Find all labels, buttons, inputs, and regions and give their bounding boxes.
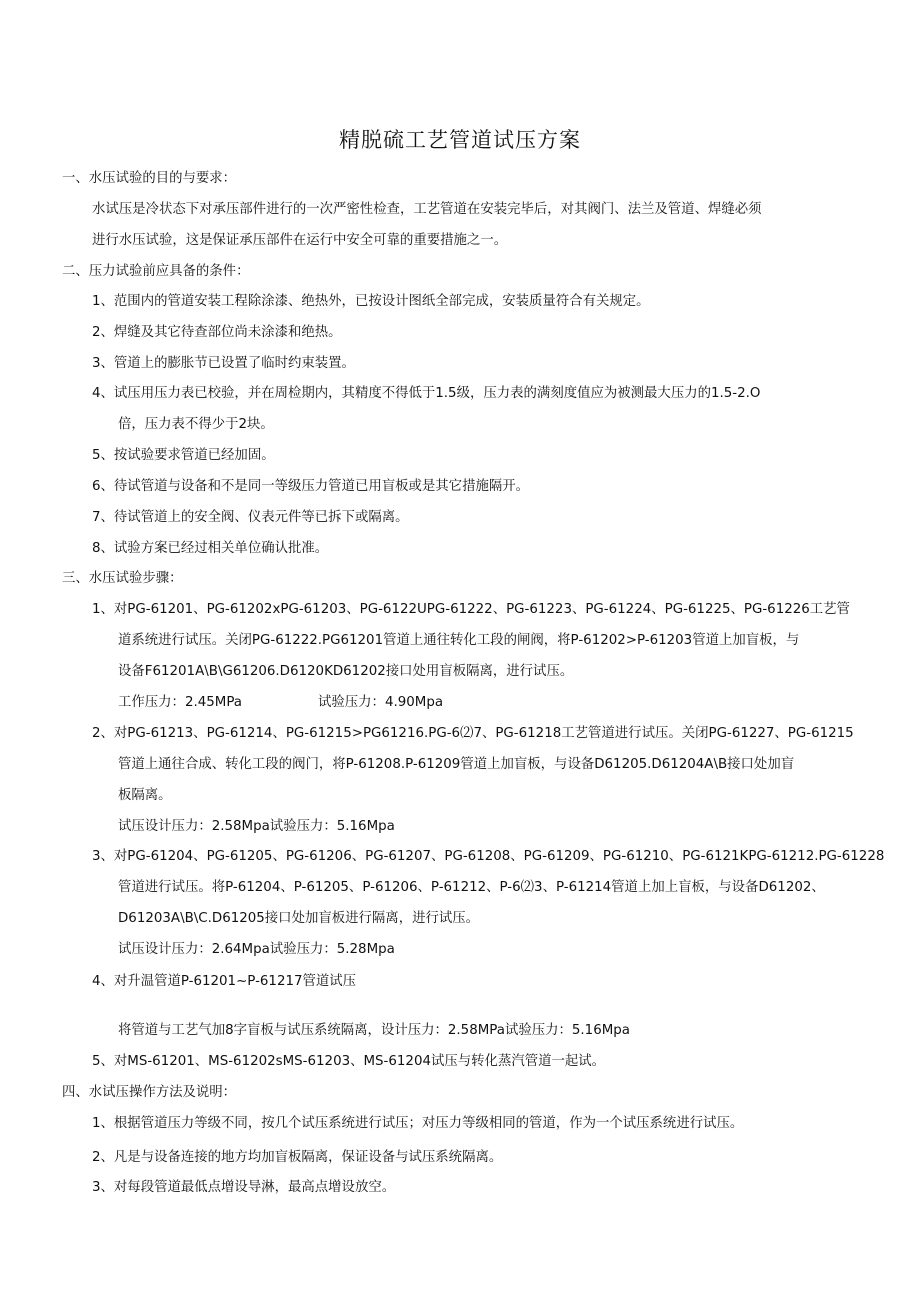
list-item-continuation: 板隔离。 bbox=[118, 788, 172, 803]
list-item: 3、对每段管道最低点增设导淋，最高点增设放空。 bbox=[92, 1180, 396, 1195]
paragraph-line: 进行水压试验，这是保证承压部件在运行中安全可靠的重要措施之一。 bbox=[92, 233, 508, 248]
pressure-line: 试压设计压力：2.58Mpa试验压力：5.16Mpa bbox=[118, 819, 395, 834]
list-item: 6、待试管道与设备和不是同一等级压力管道已用盲板或是其它措施隔开。 bbox=[92, 479, 530, 494]
list-item: 8、试验方案已经过相关单位确认批准。 bbox=[92, 541, 329, 556]
pressure-line: 试压设计压力：2.64Mpa试验压力：5.28Mpa bbox=[118, 942, 395, 957]
section-heading-2: 二、压力试验前应具备的条件： bbox=[62, 264, 250, 279]
list-item: 2、焊缝及其它待查部位尚未涂漆和绝热。 bbox=[92, 325, 342, 340]
list-item: 1、根据管道压力等级不同，按几个试压系统进行试压；对压力等级相同的管道，作为一个试压系统进行试压。 bbox=[92, 1116, 744, 1131]
list-item: 2、对PG-61213、PG-61214、PG-61215>PG61216.PG-6⑵7、PG-61218工艺管道进行试压。关闭PG-61227、PG-61215 bbox=[92, 726, 854, 741]
list-item: 4、试压用压力表已校验，并在周检期内，其精度不得低于1.5级，压力表的满刻度值应为被测最大压力的1.5-2.O bbox=[92, 386, 761, 401]
list-item: 1、对PG-61201、PG-61202xPG-61203、PG-6122UPG-61222、PG-61223、PG-61224、PG-61225、PG-61226工艺管 bbox=[92, 602, 850, 617]
list-item: 5、对MS-61201、MS-61202sMS-61203、MS-61204试压与转化蒸汽管道一起试。 bbox=[92, 1054, 606, 1069]
section-heading-1: 一、水压试验的目的与要求： bbox=[62, 171, 237, 186]
pressure-line: 将管道与工艺气加8字盲板与试压系统隔离，设计压力：2.58MPa试验压力：5.16Mpa bbox=[118, 1023, 630, 1038]
list-item-continuation: 设备F61201A\B\G61206.D6120KD61202接口处用盲板隔离，进行试压。 bbox=[118, 664, 574, 679]
list-item-continuation: 道系统进行试压。关闭PG-61222.PG61201管道上通往转化工段的闸阀，将P-61202>P-61203管道上加盲板，与 bbox=[118, 633, 800, 648]
working-pressure: 工作压力：2.45MPa bbox=[118, 695, 242, 710]
list-item: 4、对升温管道P-61201~P-61217管道试压 bbox=[92, 974, 357, 989]
section-heading-4: 四、水试压操作方法及说明： bbox=[62, 1085, 237, 1100]
list-item: 1、范围内的管道安装工程除涂漆、绝热外，已按设计图纸全部完成，安装质量符合有关规定。 bbox=[92, 294, 650, 309]
list-item: 3、管道上的膨胀节已设置了临时约束装置。 bbox=[92, 356, 355, 371]
list-item-continuation: 管道上通往合成、转化工段的阀门，将P-61208.P-61209管道上加盲板，与设备D61205.D61204A\B接口处加盲 bbox=[118, 757, 795, 772]
list-item: 7、待试管道上的安全阀、仪表元件等已拆下或隔离。 bbox=[92, 510, 409, 525]
list-item: 3、对PG-61204、PG-61205、PG-61206、PG-61207、PG-61208、PG-61209、PG-61210、PG-6121KPG-61212.PG-61228 bbox=[92, 849, 885, 864]
page-title: 精脱硫工艺管道试压方案 bbox=[339, 128, 581, 152]
list-item: 5、按试验要求管道已经加固。 bbox=[92, 448, 275, 463]
list-item: 2、凡是与设备连接的地方均加盲板隔离，保证设备与试压系统隔离。 bbox=[92, 1150, 503, 1165]
section-heading-3: 三、水压试验步骤： bbox=[62, 571, 183, 586]
list-item-continuation: 倍，压力表不得少于2块。 bbox=[118, 417, 274, 432]
paragraph-line: 水试压是冷状态下对承压部件进行的一次严密性检查，工艺管道在安装完毕后，对其阀门、法兰及管道、焊缝必须 bbox=[92, 202, 762, 217]
list-item-continuation: D61203A\B\C.D61205接口处加盲板进行隔离，进行试压。 bbox=[118, 911, 480, 926]
list-item-continuation: 管道进行试压。将P-61204、P-61205、P-61206、P-61212、P-6⑵3、P-61214管道上加上盲板，与设备D61202、 bbox=[118, 880, 825, 895]
test-pressure: 试验压力：4.90Mpa bbox=[318, 695, 444, 710]
